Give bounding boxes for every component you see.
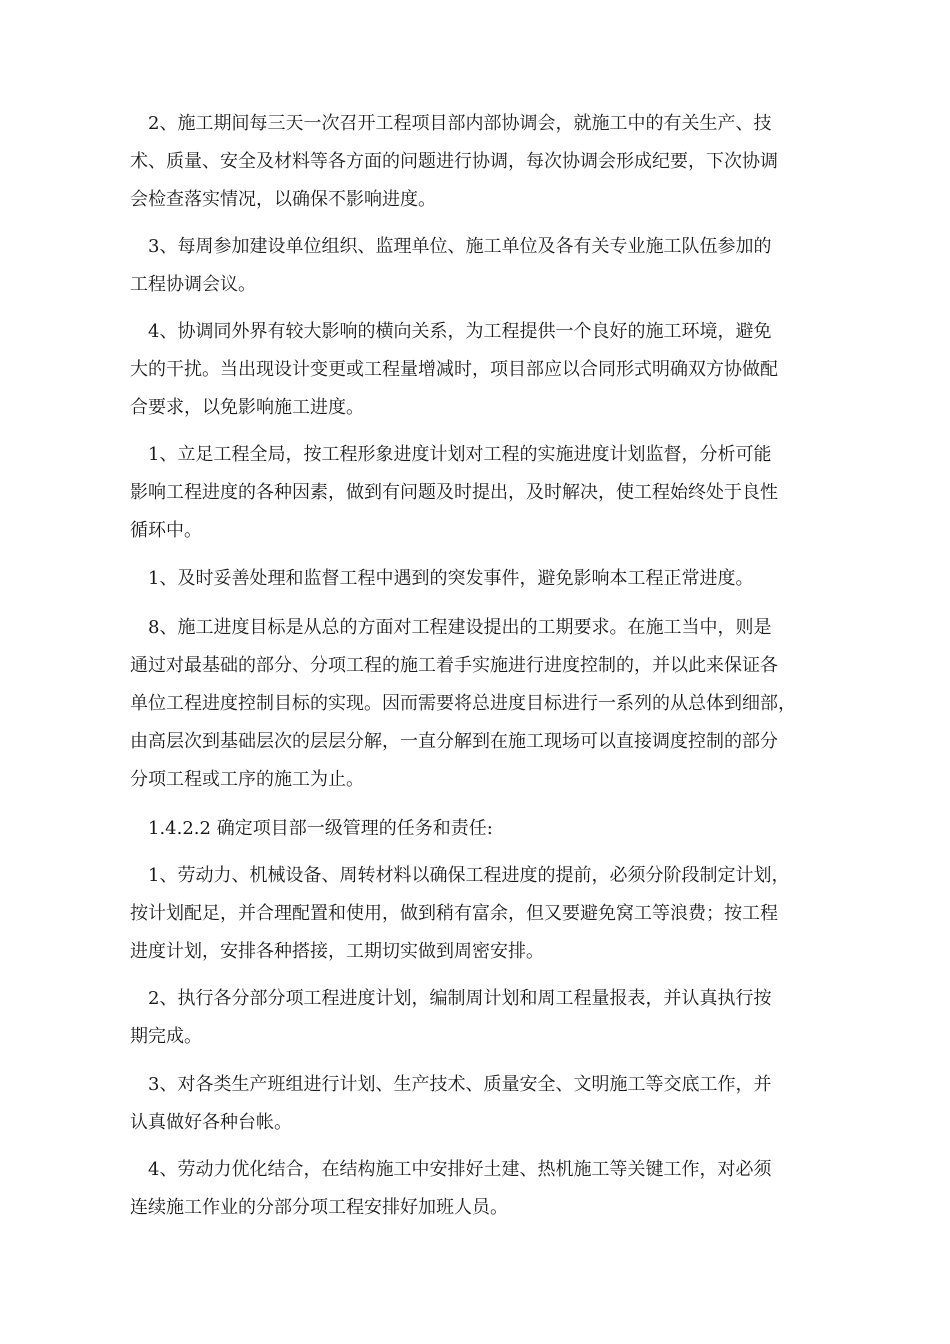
paragraph-line: 按计划配足，并合理配置和使用，做到稍有富余，但又要避免窝工等浪费；按工程 [130, 903, 778, 924]
paragraph-line: 会检查落实情况，以确保不影响进度。 [130, 189, 436, 210]
paragraph-line: 2、执行各分部分项工程进度计划，编制周计划和周工程量报表，并认真执行按 [148, 988, 772, 1009]
paragraph-line: 分项工程或工序的施工为止。 [130, 769, 364, 790]
paragraph-emergency-handling [130, 560, 830, 598]
paragraph-resources [130, 857, 830, 971]
paragraph-progress-target [130, 609, 830, 799]
paragraph-line: 连续施工作业的分部分项工程安排好加班人员。 [130, 1197, 508, 1218]
paragraph-line: 术、质量、安全及材料等各方面的问题进行协调，每次协调会形成纪要，下次协调 [130, 151, 778, 172]
paragraph-line: 1、及时妥善处理和监督工程中遇到的突发事件，避免影响本工程正常进度。 [148, 568, 754, 589]
paragraph-line: 期完成。 [130, 1026, 202, 1047]
paragraph-line: 单位工程进度控制目标的实现。因而需要将总进度目标进行一系列的从总体到细部， [130, 693, 796, 714]
paragraph-line: 认真做好各种台帐。 [130, 1112, 292, 1133]
section-heading-text: 1.4.2.2 确定项目部一级管理的任务和责任: [148, 818, 493, 839]
paragraph-line: 合要求，以免影响施工进度。 [130, 397, 364, 418]
paragraph-coordination-meeting [130, 105, 830, 219]
paragraph-line: 1、立足工程全局，按工程形象进度计划对工程的实施进度计划监督，分析可能 [148, 444, 772, 465]
paragraph-line: 进度计划，安排各种搭接，工期切实做到周密安排。 [130, 941, 544, 962]
paragraph-line: 工程协调会议。 [130, 274, 256, 295]
paragraph-line: 1、劳动力、机械设备、周转材料以确保工程进度的提前，必须分阶段制定计划， [148, 865, 790, 886]
paragraph-overall-view [130, 436, 830, 550]
paragraph-weekly-meeting [130, 228, 830, 304]
paragraph-external-relations [130, 313, 830, 427]
paragraph-line: 8、施工进度目标是从总的方面对工程建设提出的工期要求。在施工当中，则是 [148, 617, 772, 638]
paragraph-weekly-plan [130, 980, 830, 1056]
paragraph-line: 由高层次到基础层次的层层分解，一直分解到在施工现场可以直接调度控制的部分 [130, 731, 778, 752]
paragraph-team-briefing [130, 1066, 830, 1142]
paragraph-line: 2、施工期间每三天一次召开工程项目部内部协调会，就施工中的有关生产、技 [148, 113, 772, 134]
paragraph-line: 循环中。 [130, 520, 202, 541]
paragraph-line: 3、对各类生产班组进行计划、生产技术、质量安全、文明施工等交底工作，并 [148, 1074, 772, 1095]
paragraph-line: 4、劳动力优化结合，在结构施工中安排好土建、热机施工等关键工作，对必须 [148, 1159, 772, 1180]
paragraph-line: 4、协调同外界有较大影响的横向关系，为工程提供一个良好的施工环境，避免 [148, 321, 772, 342]
section-heading [130, 810, 830, 848]
paragraph-line: 影响工程进度的各种因素，做到有问题及时提出，及时解决，使工程始终处于良性 [130, 482, 778, 503]
paragraph-line: 通过对最基础的部分、分项工程的施工着手实施进行进度控制的，并以此来保证各 [130, 655, 778, 676]
paragraph-line: 大的干扰。当出现设计变更或工程量增减时，项目部应以合同形式明确双方协做配 [130, 359, 778, 380]
paragraph-labor-optimization [130, 1151, 830, 1227]
paragraph-line: 3、每周参加建设单位组织、监理单位、施工单位及各有关专业施工队伍参加的 [148, 236, 772, 257]
